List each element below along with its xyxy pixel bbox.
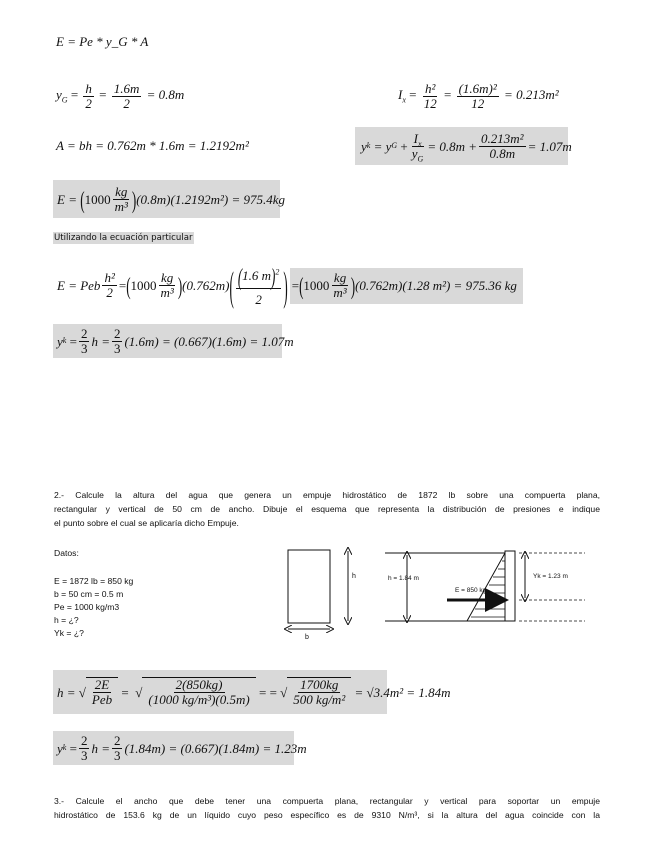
problem-2-statement: 2.- Calcule la altura del agua que genera un empuje hidrostático de 1872 lb sobre una compuerta plana, rectangular y vertical de 50 cm de ancho. Dibuje el esquema que representa la distribución de presiones e indique el punto sobre el cual se aplicaría dicho Empuje. [54, 490, 600, 528]
datos-item: Yk = ¿? [54, 628, 84, 638]
equation-empuje-resultado-1: E = ( 1000 $\frac{kg}{\text{m³}}$ ) (0.8m)(1.2192m²) = 975.4kg [53, 180, 280, 218]
pressure-distribution-diagram [385, 545, 595, 625]
equation-yk-particular: y k = $\frac{2}{3}$ h = $\frac{2}{3}$ (1.6m) = (0.667)(1.6m) = 1.07m [53, 324, 282, 358]
datos-list [54, 575, 133, 640]
equation-empuje-general: E = Pe * y_G * A [56, 34, 149, 49]
equation-ix: $I_x$ = $\frac{\text{h²}}{12}$ = $\frac{\text{(1.6m)²}}{12}$ = 0.213m² [398, 81, 559, 111]
problem-3-statement: 3.- Calcule el ancho que debe tener una compuerta plana, rectangular y vertical para soportar un empuje hidrostático de 153.6 kg de un líquido cuyo peso específico es de 9310 N/m³, si la altura del agua coincide con la [54, 796, 600, 820]
yk-value-label: Yk = 1.23 m [533, 573, 568, 580]
equation-yk-resultado: y k = $\frac{2}{3}$ h = $\frac{2}{3}$ (1.84m) = (0.667)(1.84m) = 1.23m [53, 731, 294, 765]
b-label: b [305, 634, 309, 641]
equation-yg: $y_G$ = $\frac{h}{2}$ = $\frac{1.6m}{2}$ = 0.8m [56, 81, 185, 111]
h-value-label: h = 1.84 m [388, 575, 419, 582]
gate-section [505, 551, 515, 621]
e-value-label: E = 850 kg [455, 587, 487, 594]
datos-title: Datos: [54, 548, 79, 558]
equation-yk-centro-presiones: y k = y G + $\frac{I_x}{y_G}$ = 0.8m + $\frac{\text{0.213m²}}{0.8m}$ = 1.07m [355, 127, 568, 165]
equation-empuje-particular: E = Peb $\frac{\text{h²}}{2}$ = ( 1000 $\frac{kg}{\text{m³}}$ ) (0.762m) ( $\frac{(1.6 m)^2}{2}$ ) = ( 1000 $\frac{kg}{\text{m³}}$ ) (0.762m)(1.28 m²) = 975.36 kg [53, 248, 523, 323]
datos-item: E = 1872 lb = 850 kg [54, 576, 134, 586]
equation-h: h = √ $\frac{2E}{\text{Peb}}$ = √ $\frac{2(850kg)}{\text{(1000 kg/m³)(0.5m)}}$ = = √ $\frac{1700kg}{\text{500 kg/m²}}$ = √3.4m² = 1.84m [53, 670, 387, 714]
datos-item: Pe = 1000 kg/m3 [54, 602, 120, 612]
gate-rectangle [288, 550, 330, 623]
heading-ecuacion-particular: Utilizando la ecuación particular [54, 233, 193, 243]
datos-item: h = ¿? [54, 615, 79, 625]
equation-area: A = bh = 0.762m * 1.6m = 1.2192m² [56, 138, 249, 153]
gate-front-diagram [280, 545, 370, 645]
h-label: h [352, 573, 356, 580]
datos-item: b = 50 cm = 0.5 m [54, 589, 124, 599]
